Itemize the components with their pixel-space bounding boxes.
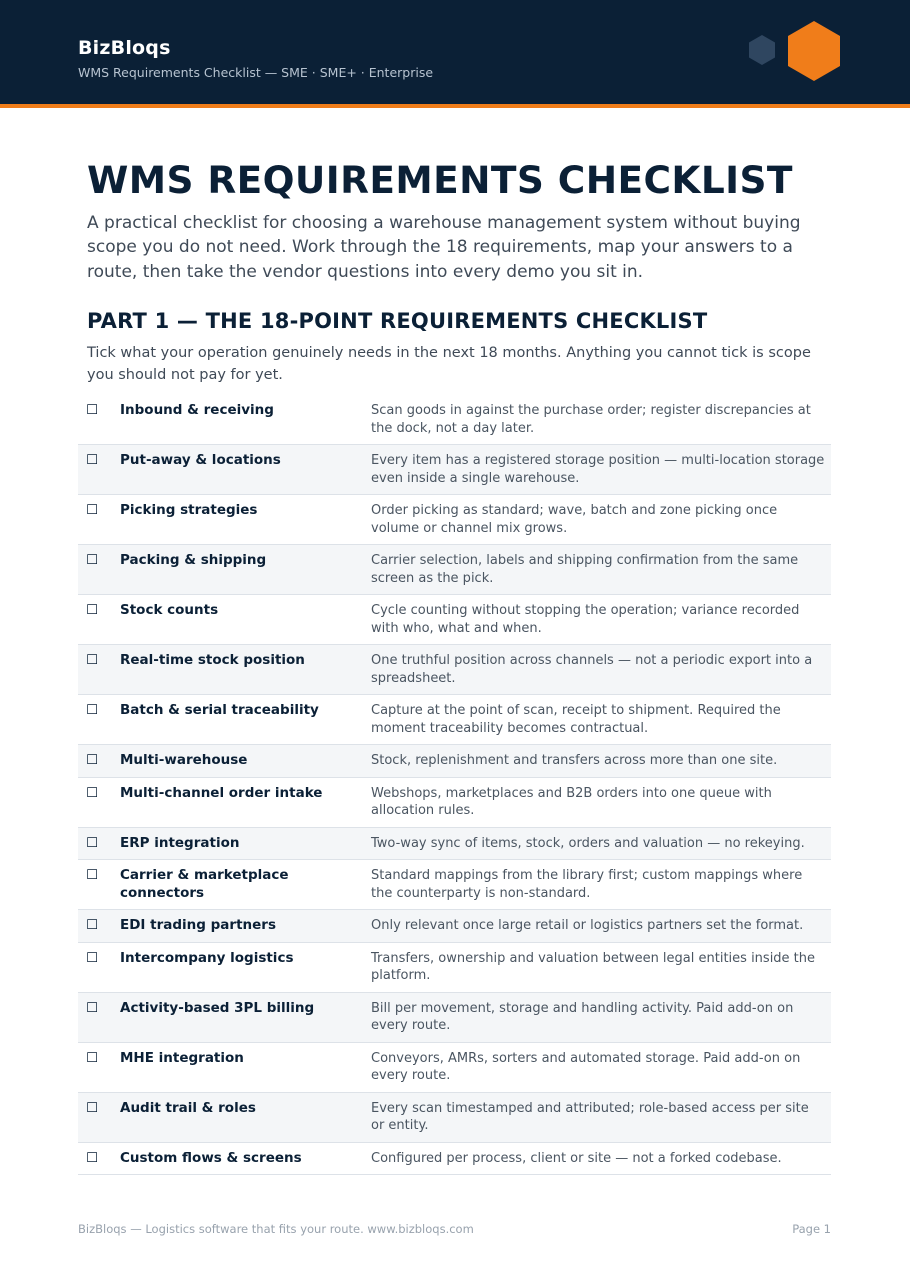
requirements-checklist [78, 395, 831, 1175]
requirement-label: Carrier & marketplace connectors [120, 867, 289, 901]
checklist-row [78, 777, 831, 827]
header-accent-stripe [0, 104, 910, 108]
requirement-description: Every item has a registered storage position — multi-location storage even inside a single warehouse. [371, 453, 825, 486]
requirement-label: Put-away & locations [120, 452, 281, 468]
checkbox-icon[interactable]: ☐ [86, 452, 99, 468]
requirement-description: Only relevant once large retail or logistics partners set the format. [371, 918, 804, 933]
checklist-row [78, 859, 831, 909]
requirement-description: Order picking as standard; wave, batch and zone picking once volume or channel mix grows. [371, 503, 778, 536]
checklist-row [78, 1042, 831, 1092]
checkbox-icon[interactable]: ☐ [86, 999, 99, 1016]
footer-tagline: BizBloqs — Logistics software that fits your route. www.bizbloqs.com [78, 1222, 474, 1236]
requirement-description: Transfers, ownership and valuation between legal entities inside the platform. [371, 950, 816, 983]
requirement-label: Custom flows & screens [120, 1149, 302, 1166]
requirement-label: Intercompany logistics [120, 949, 294, 966]
section-description: Tick what your operation genuinely needs in the next 18 months. Anything you cannot tick is scope you should not pay for yet. [87, 345, 811, 383]
checklist-row [78, 827, 831, 860]
requirement-description: Configured per process, client or site — not a forked codebase. [371, 1150, 782, 1166]
checklist-row [78, 1092, 831, 1142]
checkbox-icon[interactable]: ☐ [86, 752, 99, 768]
checklist-row [78, 909, 831, 942]
requirement-label: Multi-channel order intake [120, 784, 323, 801]
hexagon-logo-icon [744, 18, 844, 86]
checklist-row [78, 992, 831, 1042]
requirement-description: Standard mappings from the library first; custom mappings where the counterparty is non-standard. [371, 868, 803, 901]
checklist-row [78, 694, 831, 744]
checkbox-icon[interactable]: ☐ [86, 702, 99, 718]
checkbox-icon[interactable]: ☐ [86, 1149, 99, 1166]
intro-paragraph: A practical checklist for choosing a warehouse management system without buying scope you do not need. Work through the 18 requirements, map your answers to a route, then take the vendor questions into every demo you sit in. [87, 213, 801, 282]
requirement-label: Audit trail & roles [120, 1099, 256, 1116]
requirement-label: Real-time stock position [120, 652, 305, 668]
page-title: WMS REQUIREMENTS CHECKLIST [87, 158, 793, 202]
checkbox-icon[interactable]: ☐ [86, 552, 99, 568]
requirement-description: Every scan timestamped and attributed; role-based access per site or entity. [371, 1100, 809, 1133]
checkbox-icon[interactable]: ☐ [86, 917, 99, 933]
checklist-row [78, 444, 831, 494]
checklist-row [78, 494, 831, 544]
requirement-description: Conveyors, AMRs, sorters and automated storage. Paid add-on on every route. [371, 1050, 801, 1083]
checkbox-icon[interactable]: ☐ [86, 1049, 99, 1066]
requirement-description: Webshops, marketplaces and B2B orders into one queue with allocation rules. [371, 785, 772, 818]
requirement-label: Activity-based 3PL billing [120, 999, 315, 1016]
checklist-row [78, 644, 831, 694]
checklist-row [78, 1142, 831, 1175]
checkbox-icon[interactable]: ☐ [86, 834, 99, 851]
requirement-description: Cycle counting without stopping the operation; variance recorded with who, what and when. [371, 603, 800, 636]
requirement-label: ERP integration [120, 834, 240, 851]
checklist-row [78, 544, 831, 594]
requirement-label: EDI trading partners [120, 917, 276, 933]
requirement-label: Multi-warehouse [120, 752, 248, 768]
checkbox-icon[interactable]: ☐ [86, 867, 99, 883]
checkbox-icon[interactable]: ☐ [86, 602, 99, 618]
requirement-description: One truthful position across channels — not a periodic export into a spreadsheet. [371, 653, 813, 686]
requirement-description: Scan goods in against the purchase order; register discrepancies at the dock, not a day later. [371, 403, 811, 436]
checklist-row [78, 942, 831, 992]
checklist-row [78, 744, 831, 777]
requirement-description: Two-way sync of items, stock, orders and valuation — no rekeying. [371, 835, 805, 851]
large-hexagon-icon [788, 21, 840, 81]
requirement-description: Carrier selection, labels and shipping confirmation from the same screen as the pick. [371, 553, 799, 586]
checklist-row [78, 395, 831, 444]
page-header [0, 0, 910, 104]
requirement-label: MHE integration [120, 1049, 244, 1066]
requirement-description: Capture at the point of scan, receipt to shipment. Required the moment traceability becomes contractual. [371, 703, 781, 736]
checkbox-icon[interactable]: ☐ [86, 652, 99, 668]
checkbox-icon[interactable]: ☐ [86, 949, 99, 966]
requirement-description: Bill per movement, storage and handling activity. Paid add-on on every route. [371, 1000, 794, 1033]
requirement-label: Picking strategies [120, 502, 258, 518]
requirement-label: Stock counts [120, 602, 219, 618]
requirement-label: Inbound & receiving [120, 402, 274, 418]
requirement-label: Batch & serial traceability [120, 702, 319, 718]
checkbox-icon[interactable]: ☐ [86, 1099, 99, 1116]
brand-name: BizBloqs [78, 37, 171, 59]
page-number: Page 1 [792, 1222, 831, 1236]
checklist-row [78, 594, 831, 644]
section-title: PART 1 — THE 18-POINT REQUIREMENTS CHECKLIST [87, 309, 708, 333]
checkbox-icon[interactable]: ☐ [86, 402, 99, 418]
checkbox-icon[interactable]: ☐ [86, 784, 99, 801]
small-hexagon-icon [749, 35, 775, 65]
requirement-description: Stock, replenishment and transfers across more than one site. [371, 753, 778, 768]
header-subtitle: WMS Requirements Checklist — SME · SME+ · Enterprise [78, 65, 434, 80]
checkbox-icon[interactable]: ☐ [86, 502, 99, 518]
requirement-label: Packing & shipping [120, 552, 267, 568]
